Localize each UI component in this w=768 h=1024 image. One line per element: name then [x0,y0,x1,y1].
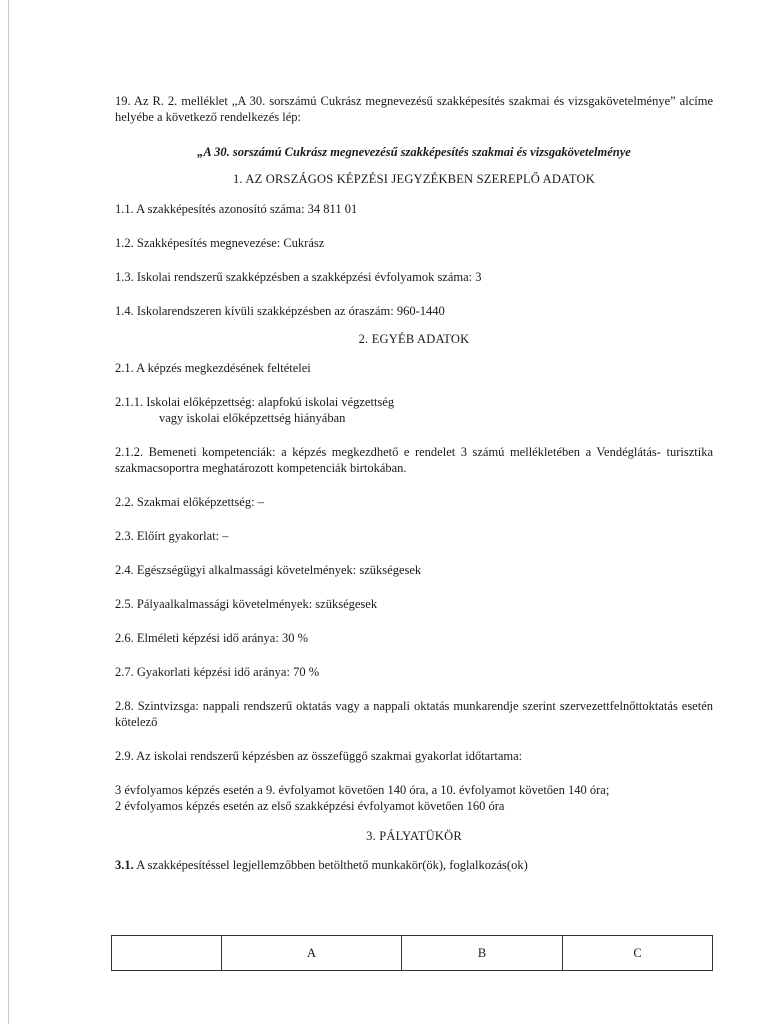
item-3-1-text: A szakképesítéssel legjellemzőbben betölthető munkakör(ök), foglalkozás(ok) [136,858,528,872]
document-body [115,93,713,873]
item-2-4: 2.4. Egészségügyi alkalmassági követelmények: szükségesek [115,563,422,577]
practice-line-2: 2 évfolyamos képzés esetén az első szakképzési évfolyamot követően 160 óra [115,799,505,813]
item-2-5: 2.5. Pályaalkalmassági követelmények: szükségesek [115,597,378,611]
table-header-cell-b: B [402,936,563,971]
document-title: „A 30. sorszámú Cukrász megnevezésű szakképesítés szakmai és vizsgakövetelménye [197,145,631,159]
table-header-row [112,936,713,971]
item-2-9: 2.9. Az iskolai rendszerű képzésben az összefüggő szakmai gyakorlat időtartama: [115,749,523,763]
item-2-7: 2.7. Gyakorlati képzési idő aránya: 70 % [115,665,320,679]
item-2-3: 2.3. Előírt gyakorlat: – [115,529,229,543]
item-1-1: 1.1. A szakképesítés azonosító száma: 34 811 01 [115,202,358,216]
intro-paragraph: 19. Az R. 2. melléklet „A 30. sorszámú Cukrász megnevezésű szakképesítés szakmai és vizsgakövetelménye” alcíme helyébe a következő rendelkezés lép: [115,94,713,124]
item-3-1 [115,857,713,873]
section-2-heading: 2. EGYÉB ADATOK [358,332,470,346]
item-2-1: 2.1. A képzés megkezdésének feltételei [115,361,311,375]
item-1-3: 1.3. Iskolai rendszerű szakképzésben a szakképzési évfolyamok száma: 3 [115,270,482,284]
item-2-2: 2.2. Szakmai előképzettség: – [115,495,264,509]
item-1-4: 1.4. Iskolarendszeren kívüli szakképzésben az óraszám: 960-1440 [115,304,445,318]
section-1-heading: 1. AZ ORSZÁGOS KÉPZÉSI JEGYZÉKBEN SZEREPLŐ ADATOK [232,172,595,186]
practice-line-1: 3 évfolyamos képzés esetén a 9. évfolyamot követően 140 óra, a 10. évfolyamot követően 140 óra; [115,783,610,797]
item-2-1-1-line1: 2.1.1. Iskolai előképzettség: alapfokú iskolai végzettség [115,395,395,409]
item-1-2: 1.2. Szakképesítés megnevezése: Cukrász [115,236,325,250]
table-header-cell-empty [112,936,222,971]
table-header-cell-c: C [563,936,713,971]
item-2-1-1-line2: vagy iskolai előképzettség hiányában [159,411,346,425]
page-edge-line [8,0,9,1024]
occupation-table [111,935,713,971]
item-2-8: 2.8. Szintvizsga: nappali rendszerű oktatás vagy a nappali oktatás munkarendje szerint szervezettfelnőttoktatás esetén kötelező [115,699,713,729]
table-header-cell-a: A [222,936,402,971]
item-3-1-number: 3.1. [115,858,134,872]
item-2-1-2: 2.1.2. Bemeneti kompetenciák: a képzés megkezdhető e rendelet 3 számú mellékletében a Vendéglátás- turisztika szakmacsoportra meghatározott kompetenciák birtokában. [115,445,713,475]
section-3-heading: 3. PÁLYATÜKÖR [366,829,462,843]
item-2-6: 2.6. Elméleti képzési idő aránya: 30 % [115,631,308,645]
